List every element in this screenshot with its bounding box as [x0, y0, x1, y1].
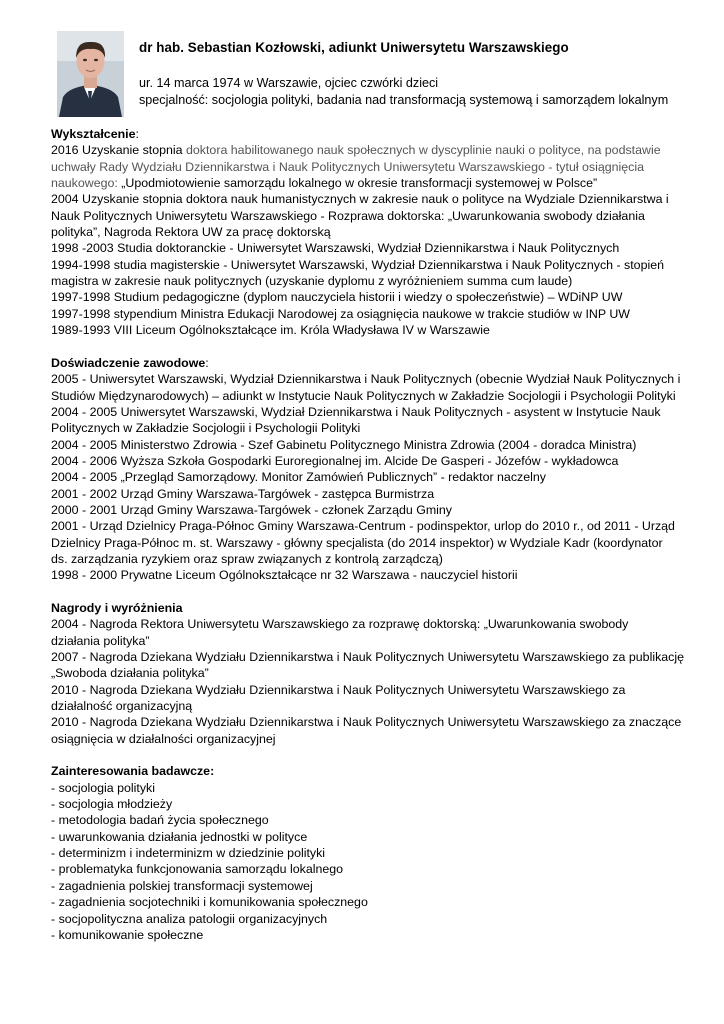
section-spacer: [51, 338, 681, 354]
awards-section: [51, 600, 684, 747]
cv-body: [51, 126, 684, 943]
section-spacer: [51, 584, 681, 600]
interest-item: - uwarunkowania działania jednostki w polityce: [51, 829, 308, 844]
experience-line: 2001 - Urząd Dzielnicy Praga-Północ Gminy Warszawa-Centrum - podinspektor, urlop do 2010 r., od 2011 - Urząd: [51, 519, 675, 534]
award-line: 2004 - Nagroda Rektora Uniwersytetu Warszawskiego za rozprawę doktorską: „Uwarunkowania swobody: [51, 617, 629, 632]
specialty-info: specjalność: socjologia polityki, badania nad transformacją systemową i samorządem lokalnym: [139, 93, 669, 107]
education-line: uchwały Rady Wydziału Dziennikarstwa i Nauk Politycznych Uniwersytetu Warszawskiego - tytuł osiągnięcia: [51, 159, 645, 174]
experience-heading: Doświadczenie zawodowe: [51, 355, 206, 370]
heading-colon: :: [205, 355, 209, 370]
awards-heading: Nagrody i wyróżnienia: [51, 600, 183, 615]
experience-line: 2001 - 2002 Urząd Gminy Warszawa-Targówek - zastępca Burmistrza: [51, 486, 435, 501]
profile-photo: [57, 31, 124, 117]
birth-info: ur. 14 marca 1974 w Warszawie, ojciec czwórki dzieci: [139, 76, 439, 90]
interest-item: - zagadnienia polskiej transformacji systemowej: [51, 878, 313, 893]
section-spacer: [51, 747, 681, 763]
education-line: 1998 -2003 Studia doktoranckie - Uniwersytet Warszawski, Wydział Dziennikarstwa i Nauk Politycznych: [51, 241, 620, 256]
experience-section: [51, 355, 681, 584]
education-text-muted: doktora habilitowanego nauk społecznych w dyscyplinie nauki o polityce, na podstawie: [186, 143, 661, 158]
interest-item: - socjologia młodzieży: [51, 797, 173, 812]
experience-line: Studiów Międzynarodowych) – adiunkt w Instytucie Nauk Politycznych w Zakładzie Socjologii i Psychologii Polityki: [51, 388, 676, 403]
section-heading-row: [51, 126, 681, 142]
award-line: 2010 - Nagroda Dziekana Wydziału Dziennikarstwa i Nauk Politycznych Uniwersytetu Warszawskiego za znaczące: [51, 715, 682, 730]
interest-item: - metodologia badań życia społecznego: [51, 813, 269, 828]
interests-heading: Zainteresowania badawcze:: [51, 764, 215, 779]
interest-item: - socjologia polityki: [51, 780, 155, 795]
cv-name-title: dr hab. Sebastian Kozłowski, adiunkt Uniwersytetu Warszawskiego: [139, 40, 569, 55]
education-line: polityka”, Nagroda Rektora UW za pracę doktorską: [51, 225, 331, 240]
interests-section: [51, 763, 681, 943]
experience-line: 2005 - Uniwersytet Warszawski, Wydział Dziennikarstwa i Nauk Politycznych (obecnie Wydział Nauk Politycznych i: [51, 372, 681, 387]
education-section: [51, 126, 681, 338]
experience-line: 2000 - 2001 Urząd Gminy Warszawa-Targówek - członek Zarządu Gminy: [51, 502, 453, 517]
experience-line: 1998 - 2000 Prywatne Liceum Ogólnokształcące nr 32 Warszawa - nauczyciel historii: [51, 568, 518, 583]
interest-item: - determinizm i indeterminizm w dziedzinie polityki: [51, 846, 326, 861]
interest-item: - komunikowanie społeczne: [51, 927, 204, 942]
experience-line: ds. zarządzania ryzykiem oraz spraw związanych z kontrolą zarządczą): [51, 551, 443, 566]
person-portrait-icon: [57, 31, 124, 117]
education-text: „Upodmiotowienie samorządu lokalnego w okresie transformacji systemowej w Polsce”: [121, 176, 598, 191]
education-line: 1997-1998 stypendium Ministra Edukacji Narodowej za osiągnięcia naukowe w trakcie studiów w INP UW: [51, 306, 630, 321]
education-line: 2004 Uzyskanie stopnia doktora nauk humanistycznych w zakresie nauk o polityce na Wydziale Dziennikarstwa i: [51, 192, 669, 207]
experience-line: Dzielnicy Praga-Północ m. st. Warszawy - główny specjalista (do 2014 inspektor) w Wydziale Kadr (koordynator: [51, 535, 663, 550]
interest-item: - zagadnienia socjotechniki i komunikowania społecznego: [51, 895, 368, 910]
education-line: Nauk Politycznych Uniwersytetu Warszawskiego - Rozprawa doktorska: „Uwarunkowania swobody działania: [51, 208, 645, 223]
experience-line: 2004 - 2006 Wyższa Szkoła Gospodarki Euroregionalnej im. Alcide De Gasperi - Józefów - wykładowca: [51, 453, 619, 468]
award-line: działalność organizacyjną: [51, 699, 193, 714]
experience-line: 2004 - 2005 Ministerstwo Zdrowia - Szef Gabinetu Politycznego Ministra Zdrowia (2004 - doradca Ministra): [51, 437, 637, 452]
experience-line: 2004 - 2005 Uniwersytet Warszawski, Wydział Dziennikarstwa i Nauk Politycznych - asystent w Instytucie Nauk: [51, 404, 661, 419]
experience-line: Politycznych w Zakładzie Socjologii i Psychologii Polityki: [51, 421, 361, 436]
education-line: 1989-1993 VIII Liceum Ogólnokształcące im. Króla Władysława IV w Warszawie: [51, 323, 490, 338]
education-line: magistra w zakresie nauk politycznych (uzyskanie dyplomu z wyróżnieniem summa cum laude): [51, 274, 573, 289]
education-text: 2016 Uzyskanie stopnia: [51, 143, 187, 158]
interest-item: - problematyka funkcjonowania samorządu lokalnego: [51, 862, 344, 877]
heading-colon: :: [135, 127, 139, 141]
education-line: [51, 142, 681, 158]
education-line: 1997-1998 Studium pedagogiczne (dyplom nauczyciela historii i wiedzy o społeczeństwie) – WDiNP UW: [51, 290, 623, 305]
interest-item: - socjopolityczna analiza patologii organizacyjnych: [51, 911, 328, 926]
education-heading: Wykształcenie: [51, 127, 136, 141]
section-heading-row: [51, 355, 681, 371]
award-line: 2007 - Nagroda Dziekana Wydziału Dziennikarstwa i Nauk Politycznych Uniwersytetu Warszawskiego za publikację: [51, 650, 684, 664]
experience-line: 2004 - 2005 „Przegląd Samorządowy. Monitor Zamówień Publicznych” - redaktor naczelny: [51, 470, 546, 485]
award-line: „Swoboda działania polityka”: [51, 666, 209, 681]
award-line: osiągnięcia w działalności organizacyjnej: [51, 731, 276, 746]
education-line: [51, 175, 681, 191]
education-line: 1994-1998 studia magisterskie - Uniwersytet Warszawski, Wydział Dziennikarstwa i Nauk Politycznych - stopień: [51, 257, 664, 272]
award-line: 2010 - Nagroda Dziekana Wydziału Dziennikarstwa i Nauk Politycznych Uniwersytetu Warszawskiego za: [51, 682, 626, 697]
award-line: działania polityka”: [51, 633, 150, 648]
education-text-muted: naukowego:: [51, 176, 122, 191]
